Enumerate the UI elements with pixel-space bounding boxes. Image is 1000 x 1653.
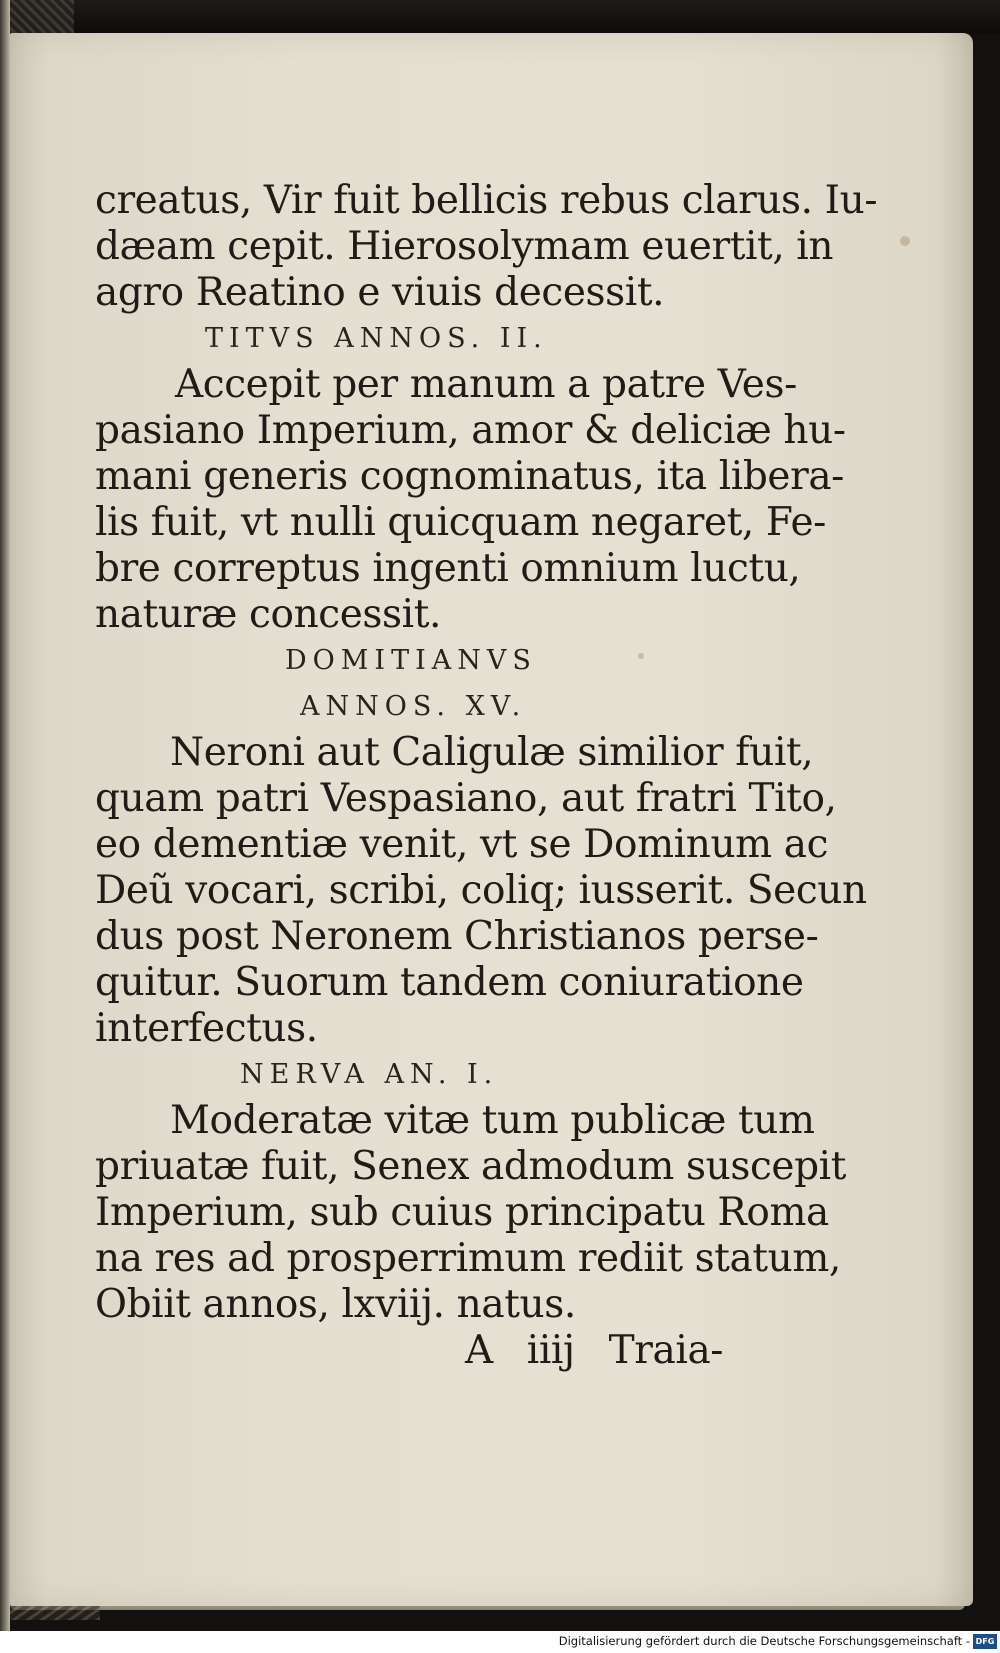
- text-line: Neroni aut Caligulæ similior fuit,: [170, 730, 814, 775]
- text-line: interfectus.: [95, 1006, 318, 1051]
- text-line: Obiit annos, lxviij. natus.: [95, 1282, 576, 1327]
- text-line: lis fuit, vt nulli quicquam negaret, Fe-: [95, 500, 826, 545]
- section-heading-titus: TITVS ANNOS. II.: [205, 323, 548, 354]
- section-heading-nerva: NERVA AN. I.: [240, 1059, 499, 1090]
- dfg-logo: DFG: [973, 1634, 997, 1649]
- section-heading-domitianus: DOMITIANVS: [285, 645, 537, 676]
- catchword-signature: A iiij Traia-: [465, 1328, 724, 1373]
- text-line: priuatæ fuit, Senex admodum suscepit: [95, 1144, 846, 1189]
- foxing-spot: [900, 236, 910, 246]
- text-line: dæam cepit. Hierosolymam euertit, in: [95, 224, 834, 269]
- binding-spine-edge: [0, 0, 10, 1653]
- text-line: naturæ concessit.: [95, 592, 441, 637]
- binding-corner-top: [4, 0, 74, 34]
- text-line: pasiano Imperium, amor & deliciæ hu-: [95, 408, 846, 453]
- text-line: creatus, Vir fuit bellicis rebus clarus. Iu-: [95, 178, 878, 223]
- section-heading-domitianus-years: ANNOS. XV.: [300, 691, 527, 722]
- digitization-credit: Digitalisierung gefördert durch die Deutsche Forschungsgemeinschaft -: [558, 1634, 970, 1648]
- text-line: Imperium, sub cuius principatu Roma: [95, 1190, 829, 1235]
- text-line: Deũ vocari, scribi, coliq; iusserit. Secun: [95, 868, 867, 913]
- text-line: dus post Neronem Christianos perse-: [95, 914, 819, 959]
- footer-bar: [0, 1631, 1000, 1653]
- text-line: agro Reatino e viuis decessit.: [95, 270, 665, 315]
- text-line: Moderatæ vitæ tum publicæ tum: [170, 1098, 815, 1143]
- text-line: bre correptus ingenti omnium luctu,: [95, 546, 801, 591]
- text-line: quitur. Suorum tandem coniuratione: [95, 960, 804, 1005]
- text-line: quam patri Vespasiano, aut fratri Tito,: [95, 776, 837, 821]
- text-line: Accepit per manum a patre Ves-: [175, 362, 797, 407]
- page-text: [95, 178, 878, 1374]
- binding-top-edge: [0, 0, 1000, 34]
- text-line: na res ad prosperrimum rediit statum,: [95, 1236, 841, 1281]
- text-line: mani generis cognominatus, ita libera-: [95, 454, 844, 499]
- text-line: eo dementiæ venit, vt se Dominum ac: [95, 822, 829, 867]
